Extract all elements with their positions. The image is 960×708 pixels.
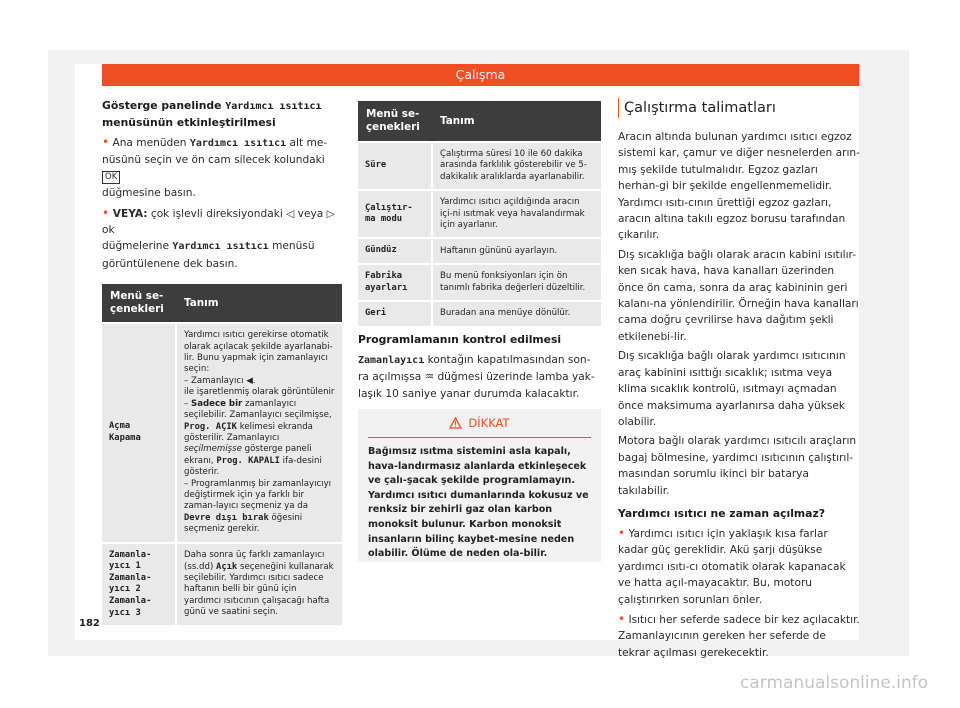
programming-check-text: Zamanlayıcı kontağın kapatılmasından son- ra açılmışsa ♒ düğmesi üzerinde lamba yak- laşık 10 saniye yanar durumda kalacaktır. <box>358 354 595 400</box>
table-header-options: Menü se- çenekleri <box>102 284 176 323</box>
table-row: Süre Çalıştırma süresi 10 ile 60 dakika arasında farklılık gösterebilir ve 5-dakikalık aralıklarda ayarlanabilir. <box>358 142 601 190</box>
menu-options-table-2 <box>358 101 601 326</box>
operating-instructions-title: Çalıştırma talimatları <box>618 98 860 118</box>
paragraph: Dış sıcaklığa bağlı olarak aracın kabini ısıtılır-ken sıcak hava, hava kanalları üzerinden önce ön cama, sonra da araç kabininin geri kalanı-na yönlendirilir. Örneğin hava kanalları cama doğru çevrilirse hava dağıtım şekli etkilenebi-lir. <box>618 248 859 343</box>
bullet-icon: • <box>102 135 110 149</box>
table-row: Geri Buradan ana menüye dönülür. <box>358 301 601 326</box>
table-row: Fabrika ayarları Bu menü fonksiyonları için ön tanımlı fabrika değerleri düzeltilir. <box>358 264 601 301</box>
right-column <box>618 98 860 661</box>
paragraph: Dış sıcaklığa bağlı olarak yardımcı ısıtıcının araç kabinini ısıttığı sıcaklık; ısıtma veya klima sıcaklık kontrolü, ısıtmayı açmadan önce maksimuma ayarlanırsa daha yüksek olabilir. <box>618 350 846 428</box>
warning-box <box>358 409 601 562</box>
middle-column <box>358 101 601 326</box>
paragraph: Aracın altında bulunan yardımcı ısıtıcı egzoz sistemi kar, çamur ve diğer nesnelerden arın-mış şekilde tutulmalıdır. Egzoz gazları herhan-gi bir şekilde engellenmemelidir. Yardımcı ısıtı-cının ürettiği egzoz gazları, aracın altına takılı egzoz borusu tarafından çıkarılır. <box>618 131 860 242</box>
table-row: Açma Kapama Yardımcı ısıtıcı gerekirse otomatik olarak açılacak şekilde ayarlanabi-lir. Bunu yapmak için zamanlayıcı seçin: – Zamanlayıcı ◀. ile işaretlenmiş olarak görüntülenir – Sadece bir zamanlayıcı seçilebilir. Zamanlayıcı seçilmişse, Prog. AÇIK kelimesi ekranda gösterilir. Zamanlayıcı seçilmemişse gösterge paneli ekranı, Prog. KAPALI ifa-desini gösterir. – Programlanmış bir zamanlayıcıyı değiştirmek için ya farklı bir zaman-layıcı seçmeniz ya da Devre dışı bırak öğesini seçmeniz gerekir. <box>102 323 342 542</box>
warning-triangle-icon <box>449 414 462 433</box>
bullet-icon: • <box>102 205 110 220</box>
programming-check-section <box>358 332 601 402</box>
step-1-paragraph: • Ana menüden Yardımcı ısıtıcı alt me- nüsünü seçin ve ön cam silecek kolundaki OK düğmesine basın. <box>102 135 328 200</box>
left-column <box>102 98 342 625</box>
bullet-paragraph: • Isıtıcı her seferde sadece bir kez açılacaktır. Zamanlayıcının gereken her seferde de tekrar açılması gerekecektir. <box>618 611 860 659</box>
menu-options-table-1 <box>102 284 342 625</box>
watermark: carmanualsonline.info <box>740 673 929 693</box>
bullet-icon: • <box>618 525 626 540</box>
warning-text: Bağımsız ısıtma sistemini asla kapalı, hava-landırmasız alanlarda etkinleşecek ve çalı-şacak şekilde programlamayın. Yardımcı ısıtıcı dumanlarında kokusuz ve renksiz bir zehirli gaz olan karbon monoksit bulunur. Karbon monoksit insanların bilinç kaybet-mesine neden olabilir. Ölüme de neden ola-bilir. <box>368 446 589 560</box>
step-2-paragraph: • VEYA: çok işlevli direksiyondaki ◁ veya ▷ ok düğmelerine Yardımcı ısıtıcı menüsü görüntülenene dek basın. <box>102 205 335 270</box>
table-row: Çalıştır- ma modu Yardımcı ısıtıcı açıldığında aracın içi-ni ısıtmak veya havalandırmak için ayarlanır. <box>358 190 601 238</box>
table-row: Zamanla- yıcı 1 Zamanla- yıcı 2 Zamanla- yıcı 3 Daha sonra üç farklı zamanlayıcı (ss.dd) Açık seçeneğini kullanarak seçilebilir. Yardımcı ısıtıcı sadece haftanın belli bir günü için yardımcı ısıtıcının çalışacağı hafta günü ve saatini seçin. <box>102 543 342 626</box>
paragraph: Motora bağlı olarak yardımcı ısıtıcılı araçların bagaj bölmesine, yardımcı ısıtıcının çalıştırıl-masından sorumlu ikinci bir batarya takılabilir. <box>618 435 857 497</box>
bullet-paragraph: • Yardımcı ısıtıcı için yaklaşık kısa farlar kadar güç gereklidir. Akü şarjı düşükse yardımcı ısıtı-cı otomatik olarak kapanacak ve hatta açıl-mayacaktır. Bu, motoru çalıştırırken sorunları önler. <box>618 525 846 606</box>
table-row: Gündüz Haftanın gününü ayarlayın. <box>358 238 601 264</box>
table-header-description: Tanım <box>432 101 601 142</box>
table-header-description: Tanım <box>176 284 342 323</box>
bullet-icon: • <box>618 611 626 626</box>
ok-button-icon: OK <box>102 171 120 184</box>
warning-title: DİKKAT <box>368 409 591 438</box>
left-heading: Gösterge panelinde Yardımcı ısıtıcı menüsünün etkinleştirilmesi <box>102 99 322 129</box>
table-header-options: Menü se- çenekleri <box>358 101 432 142</box>
page-number: 182 <box>79 618 100 629</box>
programming-check-heading: Programlamanın kontrol edilmesi <box>358 333 562 346</box>
heater-not-on-heading: Yardımcı ısıtıcı ne zaman açılmaz? <box>618 506 826 520</box>
section-header-band: Çalışma <box>102 64 859 86</box>
